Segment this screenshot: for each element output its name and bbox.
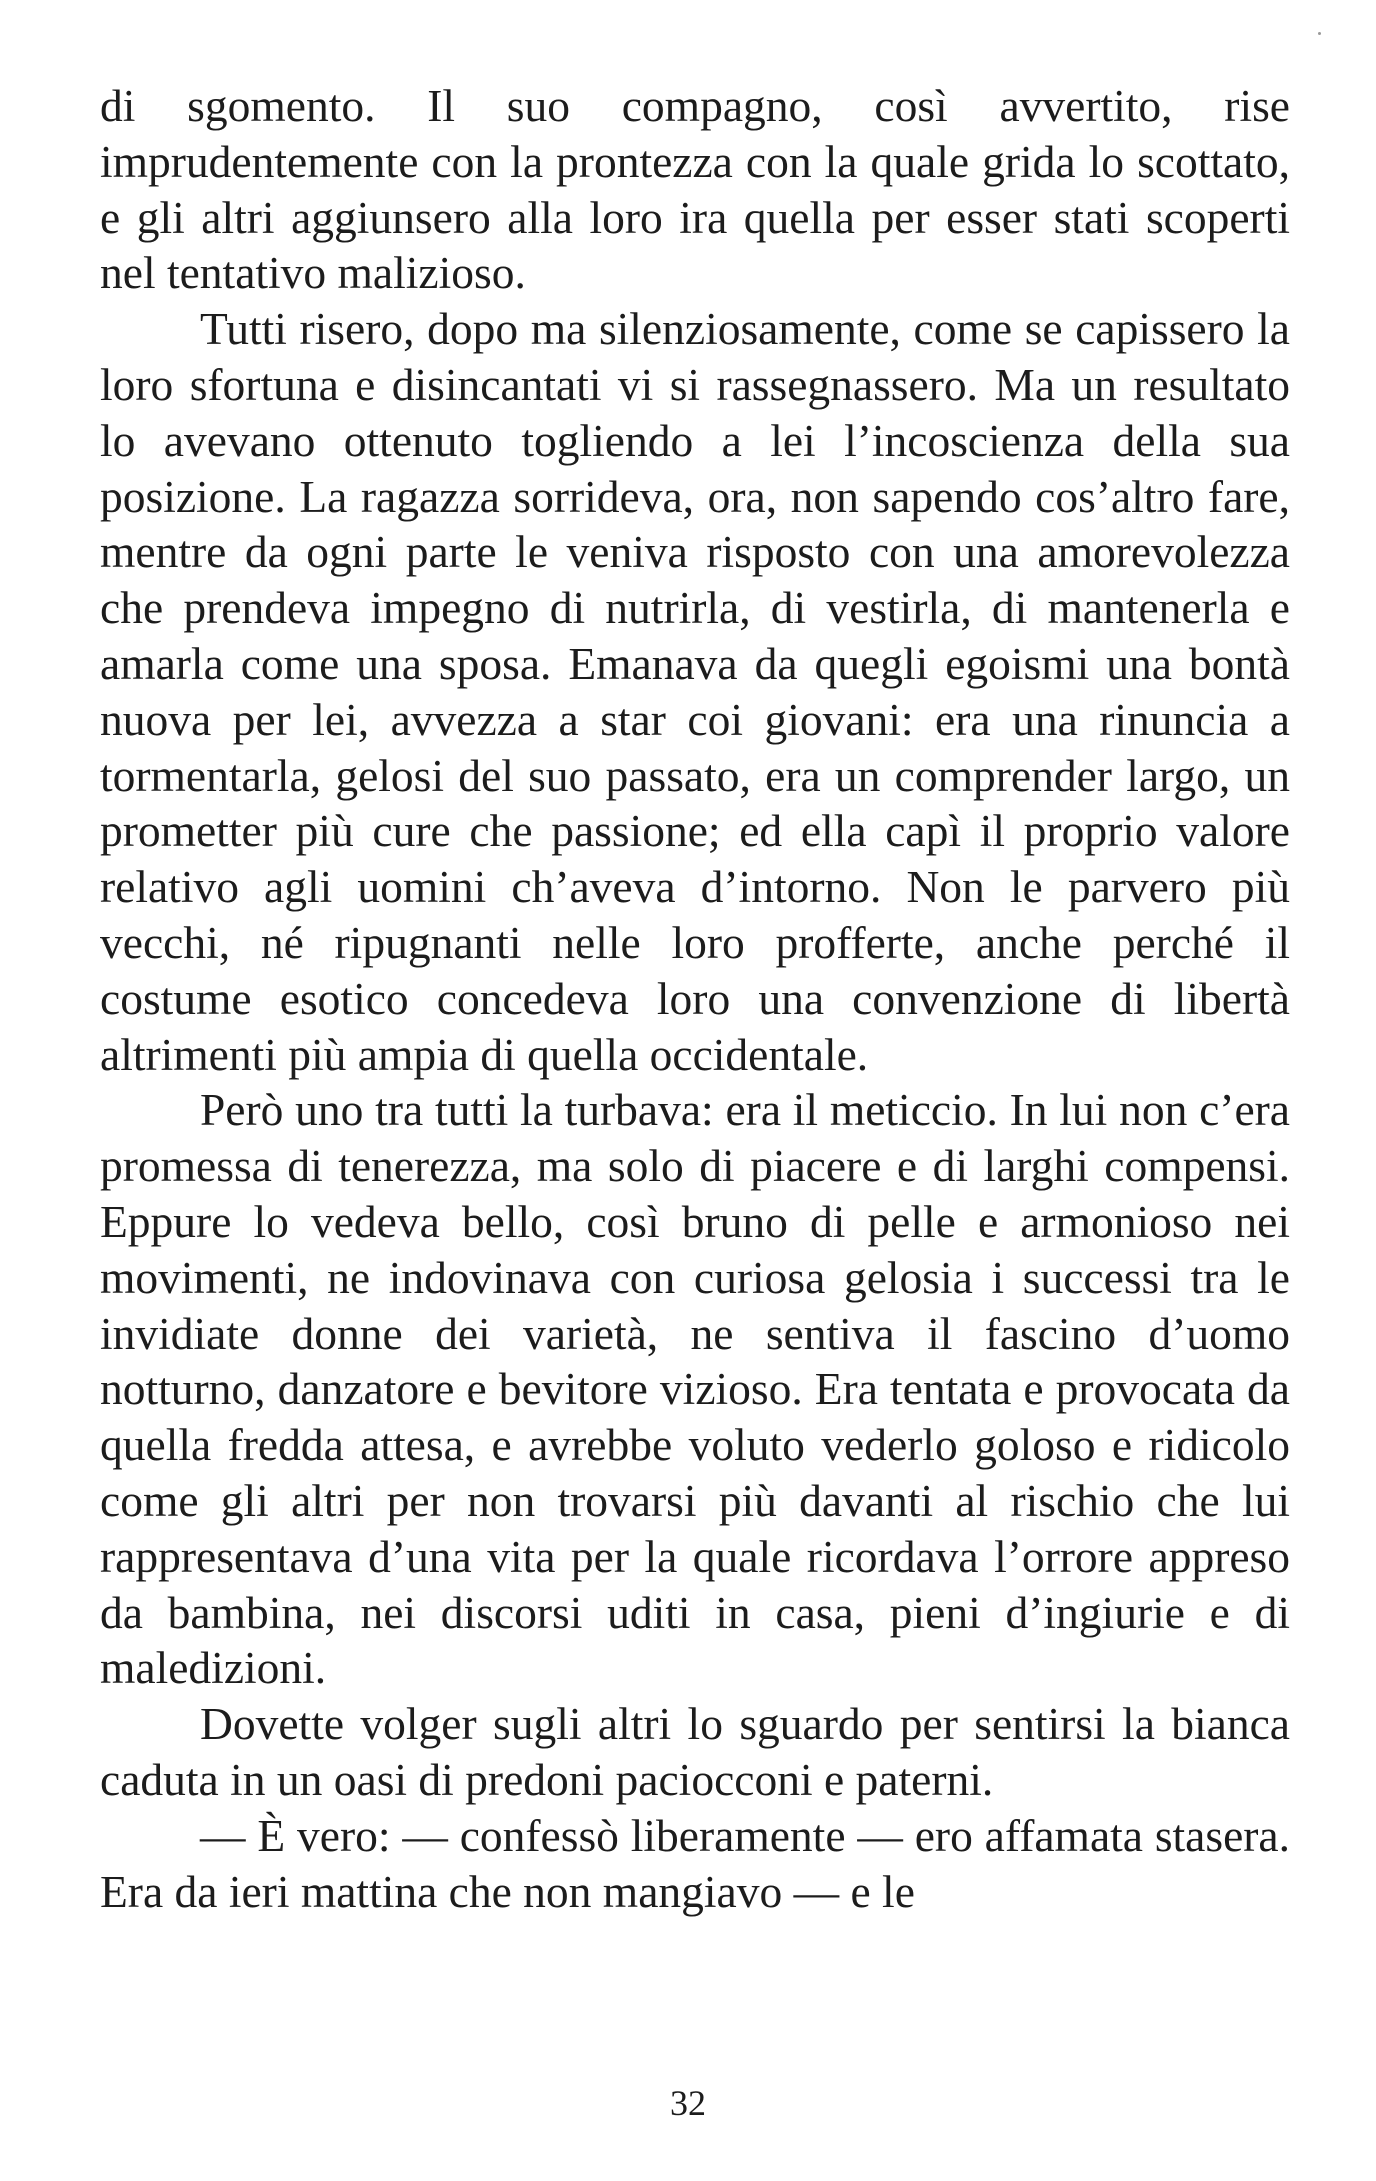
paragraph-4: Dovette volger sugli altri lo sguardo per sentirsi la bianca caduta in un oasi di predoni paciocconi e paterni. <box>100 1698 1290 1805</box>
paragraph-5: — È vero: — confessò liberamente — ero affamata stasera. Era da ieri mattina che non mangiavo — e le <box>100 1809 1290 1917</box>
page-body <box>100 78 1290 1919</box>
page-number: 32 <box>670 2083 706 2123</box>
paragraph-3: Però uno tra tutti la turbava: era il meticcio. In lui non c’era promessa di tenerezza, ma solo di piacere e di larghi compensi. Eppure lo vedeva bello, così bruno di pelle e armonioso nei movimenti, ne indovinava con curiosa gelosia i successi tra le invidiate donne dei varietà, ne sentiva il fascino d’uomo notturno, danzatore e bevitore vizioso. Era tentata e provocata da quella fredda attesa, e avrebbe voluto vederlo goloso e ridicolo come gli altri per non trovarsi più davanti al rischio che lui rappresentava d’una vita per la quale ricordava l’orrore appreso da bambina, nei discorsi uditi in casa, pieni d’ingiurie e di maledizioni. <box>100 1084 1290 1694</box>
paragraph-1: di sgomento. Il suo compagno, così avvertito, rise imprudentemente con la prontezza con la quale grida lo scottato, e gli altri aggiunsero alla loro ira quella per esser stati scoperti nel tentativo malizioso. <box>100 80 1290 299</box>
scan-speck <box>1318 32 1321 35</box>
paragraph-2: Tutti risero, dopo ma silenziosamente, come se capissero la loro sfortuna e disincantati vi si rassegnassero. Ma un resultato lo avevano ottenuto togliendo a lei l’incoscienza della sua posizione. La ragazza sorrideva, ora, non sapendo cos’altro fare, mentre da ogni parte le veniva risposto con una amorevolezza che prendeva impegno di nutrirla, di vestirla, di mantenerla e amarla come una sposa. Emanava da quegli egoismi una bontà nuova per lei, avvezza a star coi giovani: era una rinuncia a tormentarla, gelosi del suo passato, era un comprender largo, un prometter più cure che passione; ed ella capì il proprio valore relativo agli uomini ch’aveva d’intorno. Non le parvero più vecchi, né ripugnanti nelle loro profferte, anche perché il costume esotico concedeva loro una convenzione di libertà altrimenti più ampia di quella occidentale. <box>100 303 1290 1080</box>
